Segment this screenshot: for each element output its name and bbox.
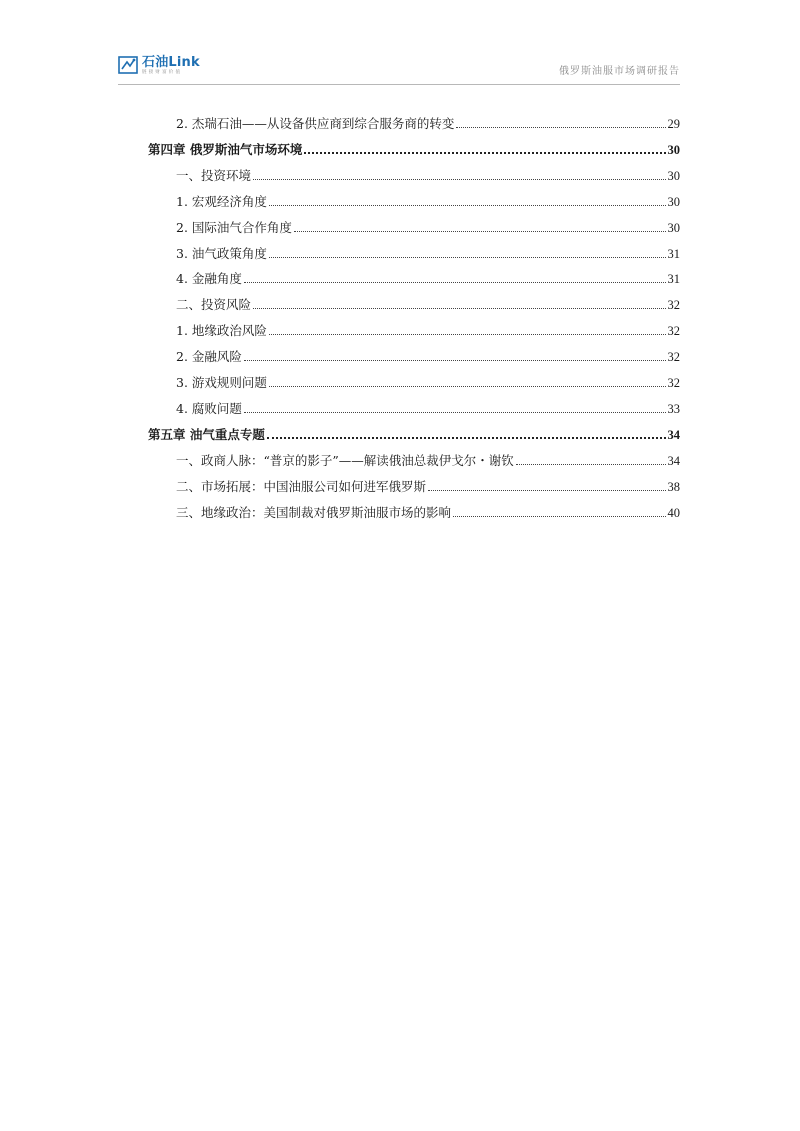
toc-entry[interactable] bbox=[176, 269, 680, 291]
toc-entry[interactable] bbox=[176, 244, 680, 266]
toc-entry-label: 1. 宏观经济角度 bbox=[176, 193, 267, 209]
toc-entry-label: 2. 金融风险 bbox=[176, 349, 242, 365]
toc-entry-label: 第五章 油气重点专题 bbox=[148, 426, 265, 442]
toc-page-number: 32 bbox=[667, 350, 680, 365]
toc-page-number: 32 bbox=[667, 298, 680, 313]
toc-page-number: 38 bbox=[667, 479, 680, 494]
toc-entry-label: 一、投资环境 bbox=[176, 167, 252, 183]
toc-dot-leader bbox=[304, 152, 665, 154]
logo-text bbox=[142, 56, 200, 76]
toc-page-number: 31 bbox=[667, 272, 680, 287]
toc-entry[interactable] bbox=[176, 399, 680, 421]
toc-entry[interactable] bbox=[176, 166, 680, 188]
toc-entry-label: 二、市场拓展：中国油服公司如何进军俄罗斯 bbox=[176, 478, 427, 494]
toc-entry[interactable] bbox=[148, 425, 680, 447]
toc-entry-label: 第四章 俄罗斯油气市场环境 bbox=[148, 141, 303, 157]
report-title: 俄罗斯油服市场调研报告 bbox=[559, 66, 680, 77]
toc-entry[interactable] bbox=[176, 503, 680, 525]
toc-entry-label: 1. 地缘政治风险 bbox=[176, 323, 267, 339]
toc-page-number: 40 bbox=[667, 505, 680, 520]
toc-entry[interactable] bbox=[176, 114, 680, 136]
toc-entry-label: 二、投资风险 bbox=[176, 297, 252, 313]
toc-dot-leader bbox=[244, 412, 666, 413]
toc-page-number: 32 bbox=[667, 376, 680, 390]
toc-entry-label: 4. 金融角度 bbox=[176, 271, 242, 287]
toc-entry[interactable] bbox=[148, 140, 680, 162]
toc-dot-leader bbox=[428, 490, 665, 491]
page-header bbox=[118, 52, 680, 86]
toc-entry[interactable] bbox=[176, 373, 680, 395]
toc-dot-leader bbox=[244, 360, 666, 361]
toc-page-number: 34 bbox=[667, 427, 680, 442]
toc-entry-label: 2. 杰瑞石油——从设备供应商到综合服务商的转变 bbox=[176, 116, 455, 131]
toc-dot-leader bbox=[453, 516, 665, 517]
toc-dot-leader bbox=[294, 231, 666, 232]
header-divider bbox=[118, 84, 680, 85]
toc-entry-label: 一、政商人脉：“普京的影子”——解读俄油总裁伊戈尔・谢钦 bbox=[176, 452, 514, 468]
toc-dot-leader bbox=[267, 437, 666, 439]
toc-page-number: 31 bbox=[667, 246, 680, 261]
toc-page-number: 34 bbox=[667, 453, 680, 468]
toc-page-number: 30 bbox=[667, 142, 680, 157]
toc-page-number: 30 bbox=[667, 168, 680, 183]
toc-entry-label: 4. 腐败问题 bbox=[176, 400, 242, 416]
toc-entry[interactable] bbox=[176, 451, 680, 473]
toc-entry[interactable] bbox=[176, 347, 680, 369]
logo-name: 石油Link bbox=[142, 55, 200, 70]
toc-page-number: 32 bbox=[667, 324, 680, 339]
toc-entry-label: 3. 游戏规则问题 bbox=[176, 375, 267, 390]
toc-page-number: 30 bbox=[667, 194, 680, 209]
toc-page-number: 30 bbox=[667, 220, 680, 235]
logo-tagline: 链接财富价值 bbox=[142, 70, 183, 75]
toc-dot-leader bbox=[244, 282, 666, 283]
toc-page-number: 29 bbox=[667, 117, 680, 131]
toc-entry-label: 三、地缘政治：美国制裁对俄罗斯油服市场的影响 bbox=[176, 504, 452, 520]
toc-dot-leader bbox=[253, 179, 665, 180]
toc-dot-leader bbox=[269, 334, 666, 335]
toc-dot-leader bbox=[269, 386, 666, 387]
toc-entry[interactable] bbox=[176, 295, 680, 317]
logo-mark-icon bbox=[118, 56, 138, 74]
toc-dot-leader bbox=[456, 127, 665, 128]
toc-entry[interactable] bbox=[176, 218, 680, 240]
toc-dot-leader bbox=[253, 308, 665, 309]
toc-dot-leader bbox=[269, 205, 666, 206]
toc-entry[interactable] bbox=[176, 192, 680, 214]
toc-page-number: 33 bbox=[667, 401, 680, 416]
brand-logo bbox=[118, 56, 200, 76]
toc-entry-label: 3. 油气政策角度 bbox=[176, 245, 267, 261]
toc-dot-leader bbox=[516, 464, 666, 465]
toc-entry-label: 2. 国际油气合作角度 bbox=[176, 219, 292, 235]
toc-entry[interactable] bbox=[176, 477, 680, 499]
toc-entry[interactable] bbox=[176, 321, 680, 343]
toc-dot-leader bbox=[269, 257, 666, 258]
